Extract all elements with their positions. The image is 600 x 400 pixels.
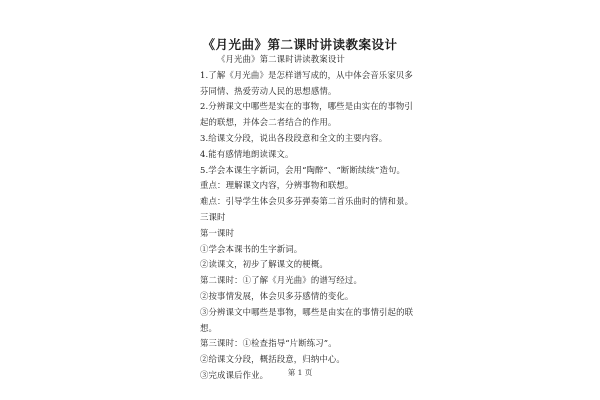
text-line: 2.分辨课文中哪些是实在的事物，哪些是由实在的事物引 (200, 101, 413, 112)
text-line: ②读课文，初步了解课文的梗概。 (200, 259, 328, 270)
text-line: 芬同情、热爱劳动人民的思想感情。 (200, 85, 337, 96)
text-line: 《月光曲》第二课时讲读教案设计 (217, 54, 345, 64)
text-line: 起的联想，并体会二者结合的作用。 (200, 117, 337, 128)
text-line: ②给课文分段，概括段意，归纳中心。 (200, 354, 345, 365)
text-line: 3.给课文分段，说出各段段意和全文的主要内容。 (200, 132, 388, 143)
text-line: 第一课时 (200, 227, 235, 238)
text-line: ③完成课后作业。 (200, 369, 269, 380)
text-line: 第二课时：①了解《月光曲》的谱写经过。 (200, 275, 362, 286)
text-line: 1.了解《月光曲》是怎样谱写成的，从中体会音乐家贝多 (200, 69, 413, 80)
document-title: 《月光曲》第二课时讲读教案设计 (202, 37, 398, 52)
text-line: 4.能有感情地朗读课文。 (200, 148, 294, 159)
text-line: ③分辨课文中哪些是事物，哪些是由实在的事情引起的联 (200, 306, 414, 317)
text-line: 难点：引导学生体会贝多芬弹奏第二首乐曲时的情和景。 (200, 196, 414, 207)
text-line: ②按事情发展，体会贝多芬感情的变化。 (200, 290, 354, 301)
text-line: ①学会本课书的生字新词。 (200, 243, 303, 254)
text-line: 三课时 (200, 211, 226, 222)
page-number-footer: 第 1 页 (287, 368, 313, 377)
document-body (200, 52, 414, 384)
text-line: 重点：理解课文内容，分辨事物和联想。 (200, 180, 354, 191)
text-line: 5.学会本课生字新词，会用“陶醉”、“断断续续”造句。 (200, 164, 406, 175)
text-line: 想。 (200, 322, 218, 333)
text-line: 第三课时：①检查指导“片断练习”。 (200, 338, 337, 349)
